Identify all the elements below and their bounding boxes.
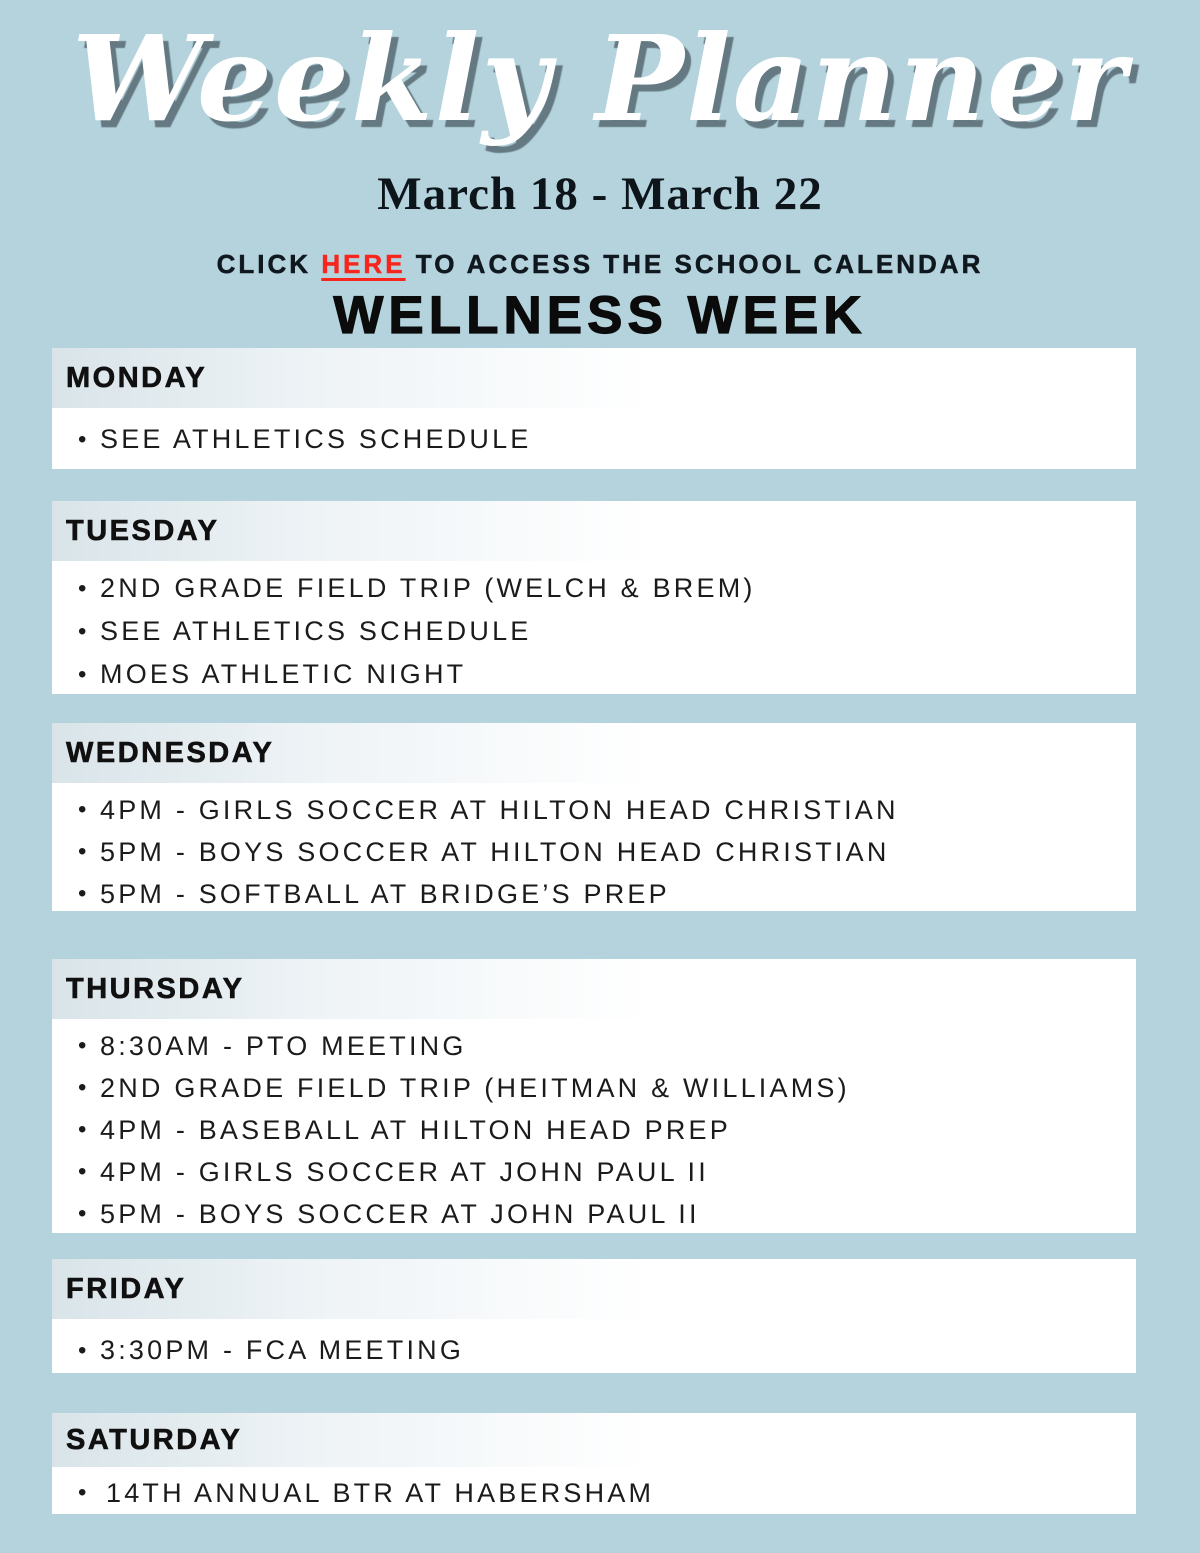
planner-header xyxy=(0,0,1200,344)
day-card-tuesday xyxy=(52,501,1136,694)
event-item: • MOES ATHLETIC NIGHT xyxy=(78,653,1126,694)
event-item: • SEE ATHLETICS SCHEDULE xyxy=(78,418,1126,461)
event-item: • SEE ATHLETICS SCHEDULE xyxy=(78,610,1126,653)
day-card-wednesday xyxy=(52,723,1136,911)
event-list xyxy=(52,1019,1136,1233)
day-card-saturday xyxy=(52,1413,1136,1514)
wellness-week-subtitle: WELLNESS WEEK xyxy=(333,286,867,345)
day-heading-band xyxy=(52,501,1136,561)
day-name: WEDNESDAY xyxy=(66,736,275,769)
day-heading-band xyxy=(52,959,1136,1019)
event-list xyxy=(52,783,1136,911)
event-item: • 8:30AM - PTO MEETING xyxy=(78,1025,1126,1067)
calendar-link[interactable]: HERE xyxy=(321,249,406,279)
day-name: TUESDAY xyxy=(66,514,220,547)
event-list xyxy=(52,408,1136,461)
event-list xyxy=(52,1319,1136,1372)
event-item: • 5PM - SOFTBALL AT BRIDGE’S PREP xyxy=(78,873,1126,911)
cta-suffix: TO ACCESS THE SCHOOL CALENDAR xyxy=(405,249,984,279)
day-card-friday xyxy=(52,1259,1136,1373)
event-list xyxy=(52,1467,1136,1513)
event-item: • 2ND GRADE FIELD TRIP (WELCH & BREM) xyxy=(78,567,1126,610)
day-name: SATURDAY xyxy=(66,1423,243,1456)
event-item: • 5PM - BOYS SOCCER AT JOHN PAUL II xyxy=(78,1193,1126,1233)
event-item: • 14TH ANNUAL BTR AT HABERSHAM xyxy=(78,1473,1126,1513)
event-item: • 3:30PM - FCA MEETING xyxy=(78,1329,1126,1372)
day-card-list xyxy=(0,348,1200,1514)
event-item: • 4PM - GIRLS SOCCER AT JOHN PAUL II xyxy=(78,1151,1126,1193)
day-name: FRIDAY xyxy=(66,1272,187,1305)
day-heading-band xyxy=(52,348,1136,408)
event-list xyxy=(52,561,1136,694)
day-name: MONDAY xyxy=(66,361,208,394)
event-item: • 4PM - GIRLS SOCCER AT HILTON HEAD CHRISTIAN xyxy=(78,789,1126,831)
day-name: THURSDAY xyxy=(66,972,245,1005)
day-heading-band xyxy=(52,1259,1136,1319)
day-card-thursday xyxy=(52,959,1136,1233)
day-card-monday xyxy=(52,348,1136,469)
event-item: • 4PM - BASEBALL AT HILTON HEAD PREP xyxy=(78,1109,1126,1151)
cta-prefix: CLICK xyxy=(216,249,322,279)
page-title: Weekly Planner xyxy=(71,9,1129,148)
event-item: • 2ND GRADE FIELD TRIP (HEITMAN & WILLIAMS) xyxy=(78,1067,1126,1109)
event-item: • 5PM - BOYS SOCCER AT HILTON HEAD CHRISTIAN xyxy=(78,831,1126,873)
date-range: March 18 - March 22 xyxy=(377,168,823,220)
day-heading-band xyxy=(52,1413,1136,1467)
calendar-cta-line xyxy=(0,248,1200,280)
day-heading-band xyxy=(52,723,1136,783)
